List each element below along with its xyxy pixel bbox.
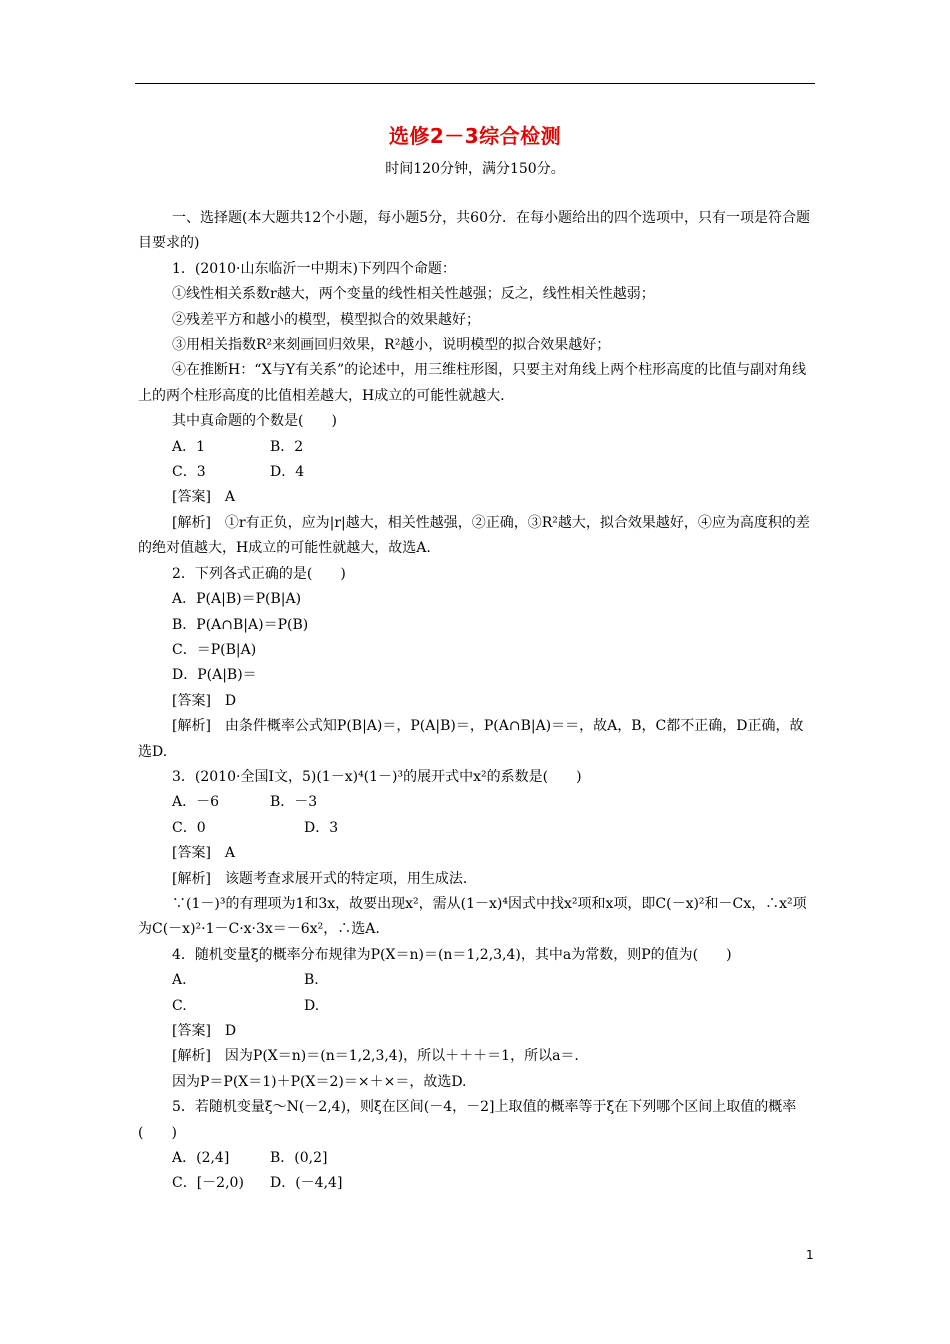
q1-statement-2: ②残差平方和越小的模型，模型拟合的效果越好； bbox=[172, 311, 480, 328]
page-number: 1 bbox=[806, 1248, 814, 1262]
q2-analysis: [解析] 由条件概率公式知P(B|A)＝，P(A|B)＝，P(A∩B|A)＝＝，故A，B，C都不正确，D正确，故选D. bbox=[138, 718, 804, 760]
q3-options-cd bbox=[138, 816, 816, 841]
q2-option-b: B．P(A∩B|A)＝P(B) bbox=[172, 616, 309, 633]
q3-stem: 3．(2010·全国Ⅰ文，5)(1－x)⁴(1－)³的展开式中x²的系数是( ) bbox=[172, 768, 582, 785]
q4-option-b: B. bbox=[304, 972, 319, 989]
q2-option-c: C．＝P(B|A) bbox=[172, 641, 257, 658]
document-title: 选修2－3综合检测 bbox=[388, 124, 562, 148]
q1-stem: 1．(2010·山东临沂一中期末)下列四个命题： bbox=[172, 260, 456, 277]
q4-analysis-2: 因为P＝P(X＝1)＋P(X＝2)＝×＋×＝，故选D. bbox=[172, 1073, 467, 1090]
q3-analysis-2: ∵(1－)³的有理项为1和3x，故要出现x²，需从(1－x)⁴因式中找x²项和x项，即C(－x)²和－Cx，∴x²项为C(－x)²·1－C·x·3x＝－6x²，∴选A. bbox=[138, 895, 807, 938]
q4-option-d: D. bbox=[304, 997, 320, 1014]
q5-option-a: A．(2,4] bbox=[172, 1150, 230, 1167]
q4-options-ab bbox=[138, 968, 816, 993]
q5-option-d: D．(－4,4] bbox=[270, 1175, 343, 1192]
q3-option-a: A．－6 bbox=[172, 794, 220, 811]
q1-statement-3: ③用相关指数R²来刻画回归效果，R²越小，说明模型的拟合效果越好； bbox=[172, 337, 611, 354]
q1-analysis: [解析] ①r有正负，应为|r|越大，相关性越强，②正确，③R²越大，拟合效果越好，④应为高度积的差的绝对值越大，H成立的可能性就越大，故选A. bbox=[138, 514, 810, 557]
q4-options-cd bbox=[138, 994, 816, 1019]
q1-statement-4: ④在推断H：“X与Y有关系”的论述中，用三维柱形图，只要主对角线上两个柱形高度的比值与副对角线上的两个柱形高度的比值相差越大，H成立的可能性就越大． bbox=[138, 362, 807, 404]
q1-question: 其中真命题的个数是( ) bbox=[172, 413, 337, 430]
q1-options-ab bbox=[138, 435, 816, 460]
q5-option-b: B．(0,2] bbox=[270, 1150, 328, 1167]
q4-answer: [答案] D bbox=[172, 1023, 237, 1039]
q2-option-a: A．P(A|B)＝P(B|A) bbox=[172, 591, 302, 608]
q1-option-b: B．2 bbox=[270, 438, 304, 455]
q3-option-b: B．－3 bbox=[270, 794, 318, 811]
q1-statement-1: ①线性相关系数r越大，两个变量的线性相关性越强；反之，线性相关性越弱； bbox=[172, 286, 655, 303]
q4-analysis-1: [解析] 因为P(X＝n)＝(n＝1,2,3,4)，所以＋＋＋＝1，所以a＝. bbox=[172, 1048, 579, 1065]
q5-stem: 5．若随机变量ξ～N(－2,4)，则ξ在区间(－4，－2]上取值的概率等于ξ在下列哪个区间上取值的概率( ) bbox=[138, 1099, 797, 1141]
document-subtitle: 时间120分钟，满分150分。 bbox=[385, 161, 565, 177]
q3-options-ab bbox=[138, 790, 816, 815]
document-body bbox=[138, 206, 816, 1197]
q1-answer: [答案] A bbox=[172, 489, 236, 506]
q2-stem: 2．下列各式正确的是( ) bbox=[172, 565, 346, 582]
q4-option-c: C. bbox=[172, 997, 187, 1014]
q5-options-cd bbox=[138, 1171, 816, 1196]
q1-option-c: C．3 bbox=[172, 464, 206, 481]
q5-options-ab bbox=[138, 1146, 816, 1171]
q4-stem: 4．随机变量ξ的概率分布规律为P(X＝n)＝(n＝1,2,3,4)，其中a为常数，则P的值为( ) bbox=[172, 946, 732, 963]
q5-option-c: C．[－2,0) bbox=[172, 1175, 244, 1192]
q1-options-cd bbox=[138, 460, 816, 485]
q3-option-c: C．0 bbox=[172, 819, 206, 836]
q2-answer: [答案] D bbox=[172, 692, 237, 709]
q2-option-d: D．P(A|B)＝ bbox=[172, 667, 257, 684]
q3-option-d: D．3 bbox=[304, 819, 339, 836]
section-heading: 一、选择题(本大题共12个小题，每小题5分，共60分．在每小题给出的四个选项中，只有一项是符合题目要求的) bbox=[138, 210, 810, 252]
q3-answer: [答案] A bbox=[172, 845, 236, 862]
q3-analysis-1: [解析] 该题考查求展开式的特定项，用生成法． bbox=[172, 870, 477, 887]
q1-option-a: A．1 bbox=[172, 438, 206, 455]
q4-option-a: A. bbox=[172, 972, 187, 989]
q1-option-d: D．4 bbox=[270, 464, 305, 481]
header-rule bbox=[135, 83, 815, 84]
